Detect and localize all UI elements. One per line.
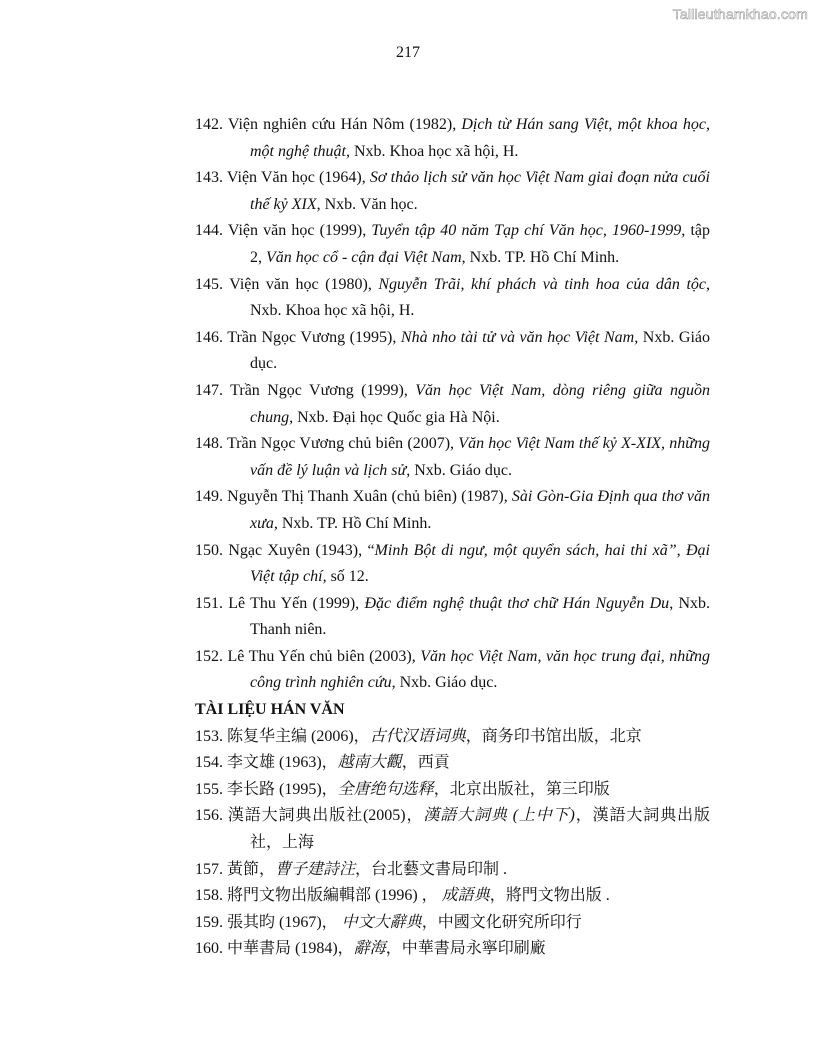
reference-text: Lê Thu Yến (1999), xyxy=(228,594,365,612)
reference-entry xyxy=(195,936,710,963)
reference-text: , Nxb. Văn học. xyxy=(316,195,418,213)
reference-text: số 12. xyxy=(326,568,369,586)
section-heading: TÀI LIỆU HÁN VĂN xyxy=(195,701,345,719)
reference-text: , Nxb. TP. Hồ Chí Minh. xyxy=(461,248,620,266)
reference-text: 將門文物出版編輯部 (1996) ， xyxy=(227,887,442,905)
reference-entry xyxy=(195,777,710,804)
reference-number: 157. xyxy=(195,860,223,878)
watermark: Tailieuthamkhao.com xyxy=(672,6,808,22)
reference-text: Nxb. Khoa học xã hội, H. xyxy=(350,142,519,160)
reference-entry xyxy=(195,644,710,697)
reference-entry xyxy=(195,378,710,431)
reference-title: Văn học Việt Nam thế kỷ X-XIX, những vấn đề lý luận và lịch sử xyxy=(250,435,711,479)
reference-text: ，台北藝文書局印制 . xyxy=(355,860,508,878)
reference-text: Viện văn học (1980), xyxy=(229,275,379,293)
reference-number: 146. xyxy=(195,328,223,346)
reference-text: 中華書局 (1984)， xyxy=(227,940,354,958)
reference-number: 159. xyxy=(195,913,223,931)
page-number: 217 xyxy=(396,44,420,61)
reference-title: 越南大觀 xyxy=(337,754,402,772)
reference-list xyxy=(195,112,710,963)
reference-text: , Nxb. Giáo dục. xyxy=(391,674,498,692)
reference-number: 154. xyxy=(195,754,223,772)
reference-title: Nhà nho tài tử và văn học Việt Nam, xyxy=(400,328,639,346)
reference-title: Văn học Việt Nam, văn học trung đại, những công trình nghiên cứu xyxy=(250,647,711,692)
reference-entry xyxy=(195,803,710,856)
reference-title: Tuyển tập 40 năm Tạp chí Văn học, 1960-1999, xyxy=(371,222,686,240)
reference-text: 李长路 (1995)， xyxy=(227,780,338,798)
reference-title: 辭海 xyxy=(353,940,386,958)
reference-text: Trần Ngọc Vương chủ biên (2007), xyxy=(226,435,459,453)
han-references xyxy=(195,724,710,963)
reference-text: 漢語大詞典出版社(2005)， xyxy=(227,807,424,825)
reference-number: 149. xyxy=(195,488,223,506)
reference-text: 陈复华主编 (2006)， xyxy=(227,727,370,745)
reference-text: Lê Thu Yến chủ biên (2003), xyxy=(227,647,421,665)
reference-text: Nguyễn Thị Thanh Xuân (chủ biên) (1987), xyxy=(227,488,512,506)
reference-text: tập 2, xyxy=(250,222,710,266)
reference-text: ，將門文物出版 . xyxy=(489,887,610,905)
reference-entry xyxy=(195,591,710,644)
reference-number: 147. xyxy=(195,381,223,399)
reference-title: Văn học Việt Nam, dòng riêng giữa nguồn chung, xyxy=(250,381,710,426)
reference-text: Trần Ngọc Vương (1995), xyxy=(227,328,401,346)
reference-entry xyxy=(195,165,710,218)
reference-text: Nxb. Đại học Quốc gia Hà Nội. xyxy=(293,408,500,426)
reference-title: Sài Gòn-Gia Định qua thơ văn xưa, xyxy=(250,488,710,532)
reference-title: Dịch từ Hán sang Việt, một khoa học, một nghệ thuật, xyxy=(250,116,710,160)
vietnamese-references xyxy=(195,112,710,697)
reference-number: 160. xyxy=(195,940,223,958)
reference-text: Nxb. TP. Hồ Chí Minh. xyxy=(277,514,432,532)
reference-entry xyxy=(195,883,710,910)
reference-title: 曹子建詩注 xyxy=(275,860,356,878)
reference-text: , Nxb. Giáo dục. xyxy=(406,461,513,479)
reference-entry xyxy=(195,857,710,884)
reference-title: 漢語大詞典 (上中下) xyxy=(423,807,575,825)
reference-number: 151. xyxy=(195,594,223,612)
reference-text: 黃節， xyxy=(227,860,276,878)
reference-number: 145. xyxy=(195,275,223,293)
reference-title: 成語典 xyxy=(441,887,490,905)
reference-text: , Nxb. Khoa học xã hội, H. xyxy=(250,275,710,320)
reference-title: 古代汉语词典 xyxy=(369,727,466,745)
reference-entry xyxy=(195,538,710,591)
reference-entry xyxy=(195,484,710,537)
reference-title: Đặc điểm nghệ thuật thơ chữ Hán Nguyễn Du xyxy=(364,594,670,612)
reference-text: , Nxb. Thanh niên. xyxy=(250,594,711,639)
reference-text: Viện Văn học (1964), xyxy=(226,169,370,187)
reference-title: Nguyễn Trãi, khí phách và tinh hoa của dân tộc xyxy=(378,275,706,293)
reference-entry xyxy=(195,431,710,484)
reference-entry xyxy=(195,218,710,271)
reference-text: Trần Ngọc Vương (1999), xyxy=(230,381,416,399)
reference-text: Viện nghiên cứu Hán Nôm (1982), xyxy=(227,116,462,133)
reference-number: 158. xyxy=(195,887,223,905)
reference-number: 148. xyxy=(195,435,223,453)
reference-entry xyxy=(195,910,710,937)
reference-number: 143. xyxy=(195,169,223,187)
reference-title: 中文大辭典 xyxy=(341,913,422,931)
reference-entry xyxy=(195,272,710,325)
reference-text: ，商务印书馆出版，北京 xyxy=(465,727,642,745)
reference-title: Sơ thảo lịch sử văn học Việt Nam giai đoạn nửa cuối thế kỷ XIX xyxy=(250,169,711,213)
reference-number: 156. xyxy=(195,807,223,825)
reference-text: 張其昀 (1967)， xyxy=(227,913,342,931)
reference-number: 144. xyxy=(195,222,223,240)
reference-entry xyxy=(195,325,710,378)
reference-text: ，中國文化研究所印行 xyxy=(421,913,582,931)
reference-title: Minh Bột di ngư, một quyển sách, hai thi xã”, Đại Việt tập chí, xyxy=(250,541,711,586)
reference-text: Viện văn học (1999), xyxy=(227,222,372,240)
reference-number: 153. xyxy=(195,727,223,745)
reference-number: 150. xyxy=(195,541,223,559)
reference-entry xyxy=(195,724,710,751)
reference-title: Văn học cổ - cận đại Việt Nam xyxy=(266,248,462,266)
reference-text: Nxb. Giáo dục. xyxy=(250,328,711,373)
reference-text: ，西貢 xyxy=(401,754,450,772)
reference-entry xyxy=(195,750,710,777)
reference-number: 152. xyxy=(195,647,223,665)
reference-text: Ngạc Xuyên (1943), “ xyxy=(228,541,375,559)
reference-text: ，北京出版社，第三印版 xyxy=(433,780,610,798)
reference-entry xyxy=(195,112,710,165)
reference-text: ，中華書局永寧印刷廠 xyxy=(385,940,546,958)
reference-number: 142. xyxy=(195,116,223,133)
reference-text: ，漢語大詞典出版社，上海 xyxy=(250,807,710,852)
reference-number: 155. xyxy=(195,780,223,798)
reference-text: 李文雄 (1963)， xyxy=(227,754,338,772)
reference-title: 全唐绝句选释 xyxy=(337,780,434,798)
